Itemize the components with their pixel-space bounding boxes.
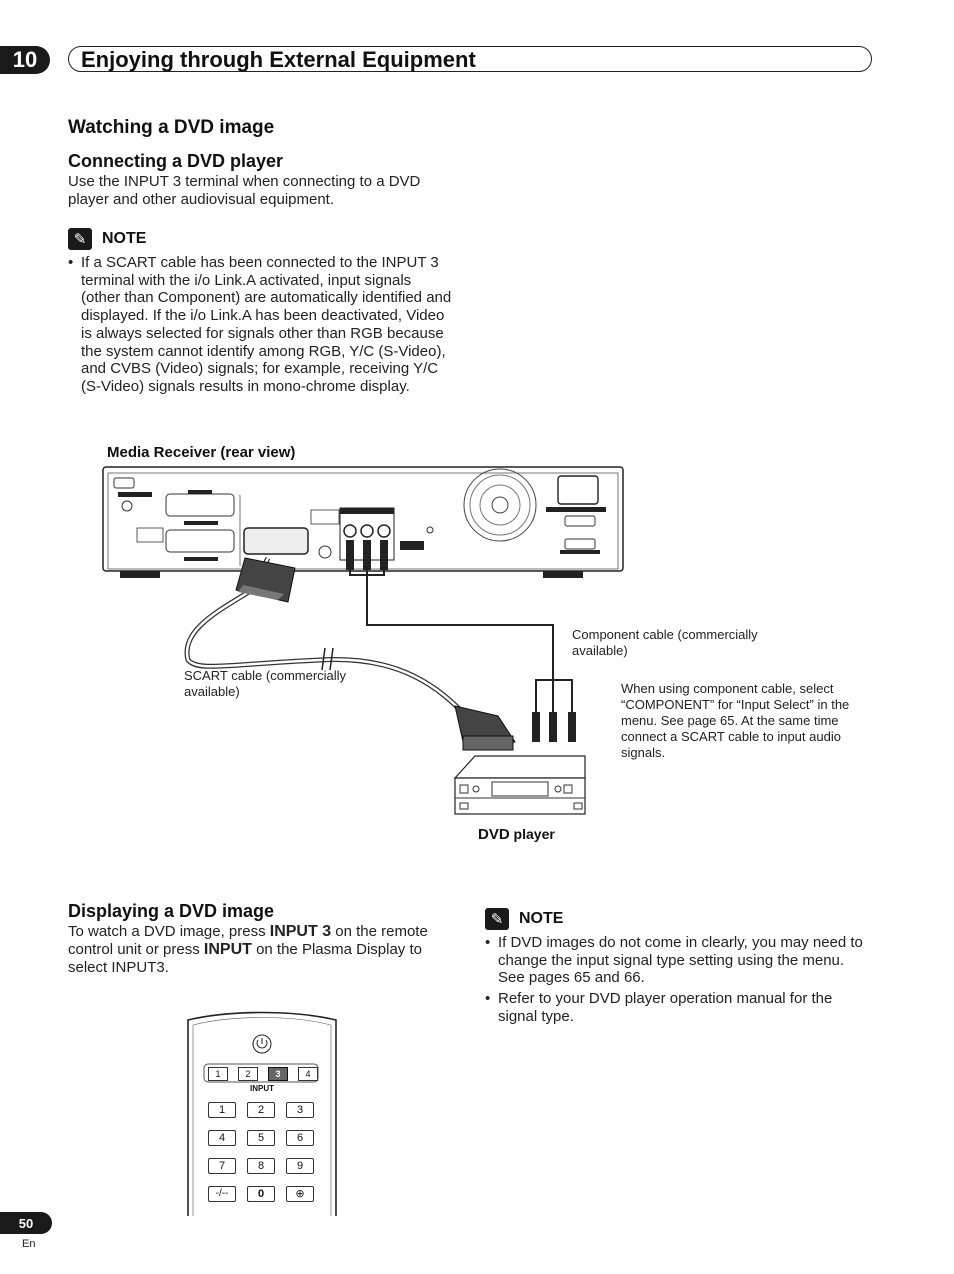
displaying-body: [68, 923, 450, 977]
remote-key-digit-mode[interactable]: -/--: [208, 1186, 236, 1202]
component-cable-label: Component cable (commercially available): [572, 627, 758, 658]
note-item: • Refer to your DVD player operation manual for the signal type.: [485, 990, 870, 1025]
remote-input-4-button[interactable]: 4: [298, 1067, 318, 1081]
language-code: En: [22, 1238, 36, 1250]
connecting-body: Use the INPUT 3 terminal when connecting to a DVD player and other audiovisual equipment.: [68, 173, 421, 208]
remote-key-5[interactable]: 5: [247, 1130, 275, 1146]
component-instruction: When using component cable, select “COMPONENT” for “Input Select” in the menu. See page 65. At the same time connect a SCART cable to input audio signals.: [621, 681, 850, 760]
displaying-title: Displaying a DVD image: [68, 901, 275, 921]
page-number: 50: [0, 1212, 52, 1234]
note-label: NOTE: [102, 230, 147, 247]
media-receiver-label: Media Receiver (rear view): [107, 444, 296, 461]
remote-keypad: [208, 1102, 314, 1202]
remote-key-2[interactable]: 2: [247, 1102, 275, 1118]
remote-key-channel-return[interactable]: ⊕: [286, 1186, 314, 1202]
displaying-text-2: on the remote control unit or press: [68, 923, 428, 958]
chapter-number: 10: [0, 46, 50, 74]
note-item: • If DVD images do not come in clearly, you may need to change the input signal type setting using the menu. See pages 65 and 66.: [485, 934, 870, 987]
note-list-2: [485, 934, 870, 1029]
remote-key-3[interactable]: 3: [286, 1102, 314, 1118]
note-heading-2: [485, 908, 563, 930]
remote-input-buttons: [208, 1067, 318, 1081]
pencil-note-icon: ✎: [68, 228, 92, 250]
remote-input-3-button[interactable]: 3: [268, 1067, 288, 1081]
remote-key-6[interactable]: 6: [286, 1130, 314, 1146]
input-key: INPUT: [203, 941, 252, 958]
input-3-key: INPUT 3: [269, 923, 332, 940]
connecting-title: Connecting a DVD player: [68, 151, 284, 171]
dvd-player-device: [455, 756, 585, 814]
remote-key-4[interactable]: 4: [208, 1130, 236, 1146]
remote-key-1[interactable]: 1: [208, 1102, 236, 1118]
dvd-player-label: [478, 826, 555, 843]
remote-key-8[interactable]: 8: [247, 1158, 275, 1174]
pencil-note-icon: ✎: [485, 908, 509, 930]
remote-input-2-button[interactable]: 2: [238, 1067, 258, 1081]
scart-cable: [187, 558, 515, 750]
dvd-player-label-bold: DVD: [478, 826, 510, 843]
remote-input-1-button[interactable]: 1: [208, 1067, 228, 1081]
remote-key-7[interactable]: 7: [208, 1158, 236, 1174]
scart-cable-label: SCART cable (commercially available): [184, 668, 347, 699]
note-label-2: NOTE: [519, 910, 564, 927]
chapter-title: Enjoying through External Equipment: [68, 46, 872, 72]
dvd-player-label-rest: player: [509, 826, 555, 842]
displaying-text-3: on the Plasma Display to select INPUT3.: [68, 941, 422, 976]
remote-input-label: INPUT: [250, 1084, 274, 1093]
remote-key-0[interactable]: 0: [247, 1186, 275, 1202]
remote-key-9[interactable]: 9: [286, 1158, 314, 1174]
section-title: Watching a DVD image: [68, 117, 275, 138]
note-item: • If a SCART cable has been connected to the INPUT 3 terminal with the i/o Link.A activated, input signals (other than Component) are automatically identified and displayed. If the i/o Link.A has been deactivated, Video is always selected for signals other than RGB because the system cannot identify among RGB, Y/C (S-Video), and CVBS (Video) signals; for example, receiving Y/C (S-Video) signals results in mono-chrome display.: [68, 254, 453, 396]
displaying-text-1: To watch a DVD image, press: [68, 923, 270, 940]
